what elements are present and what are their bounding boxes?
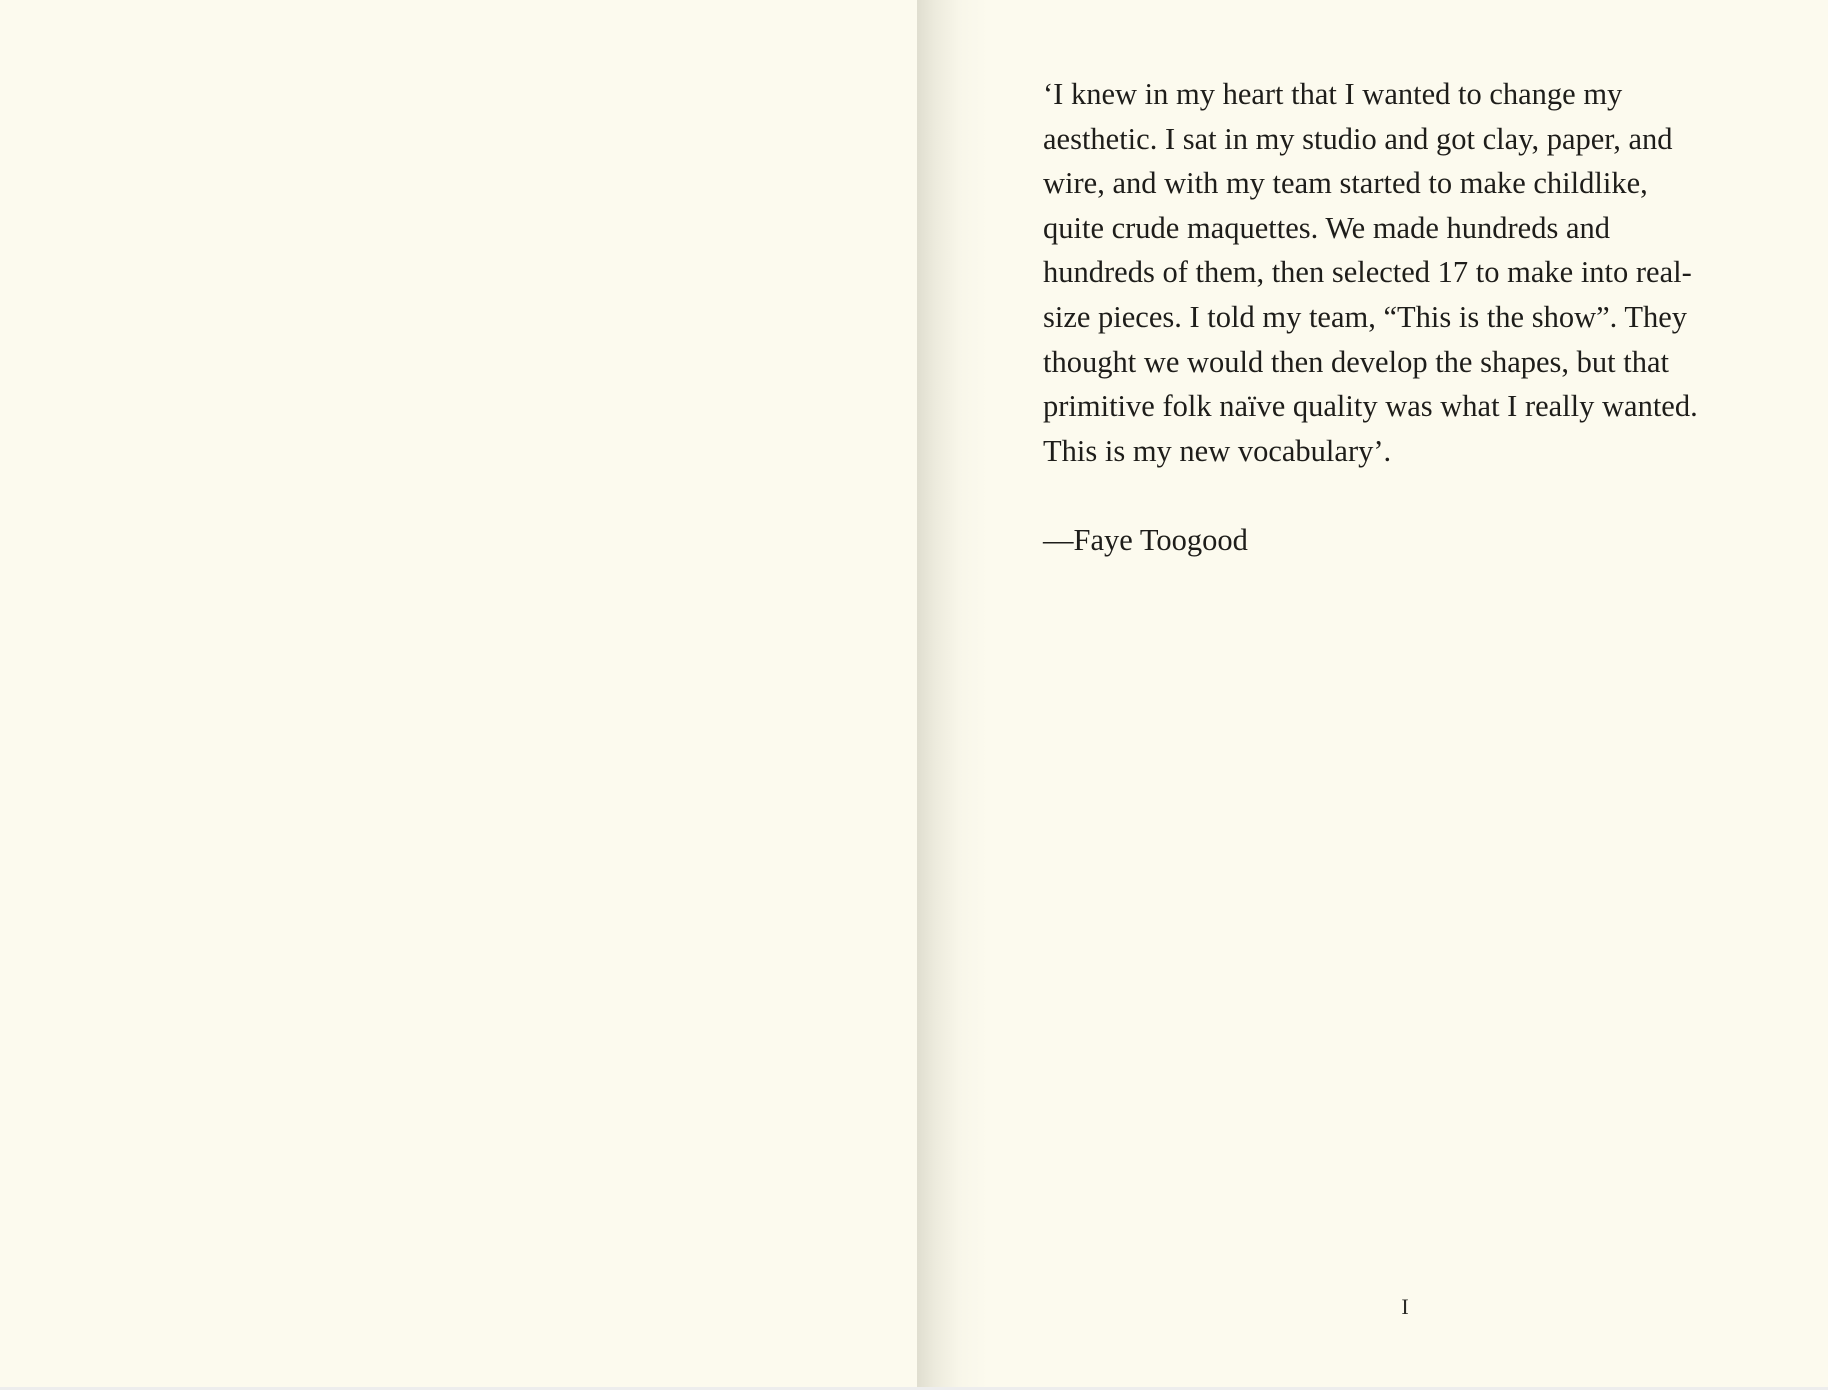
quote-text: ‘I knew in my heart that I wanted to change my aesthetic. I sat in my studio and got clay, paper, and wire, and with my team started to make childlike, quite crude maquettes. We made hundreds and hundreds of them, then selected 17 to make into real- size pieces. I told my team, “This is the show”. They thought we would then develop the shapes, but that primitive folk naïve quality was what I really wanted. This is my new vocabulary’.: [1043, 77, 1698, 468]
quote-attribution: —Faye Toogood: [1043, 523, 1248, 557]
page-number: I: [1401, 1294, 1409, 1319]
